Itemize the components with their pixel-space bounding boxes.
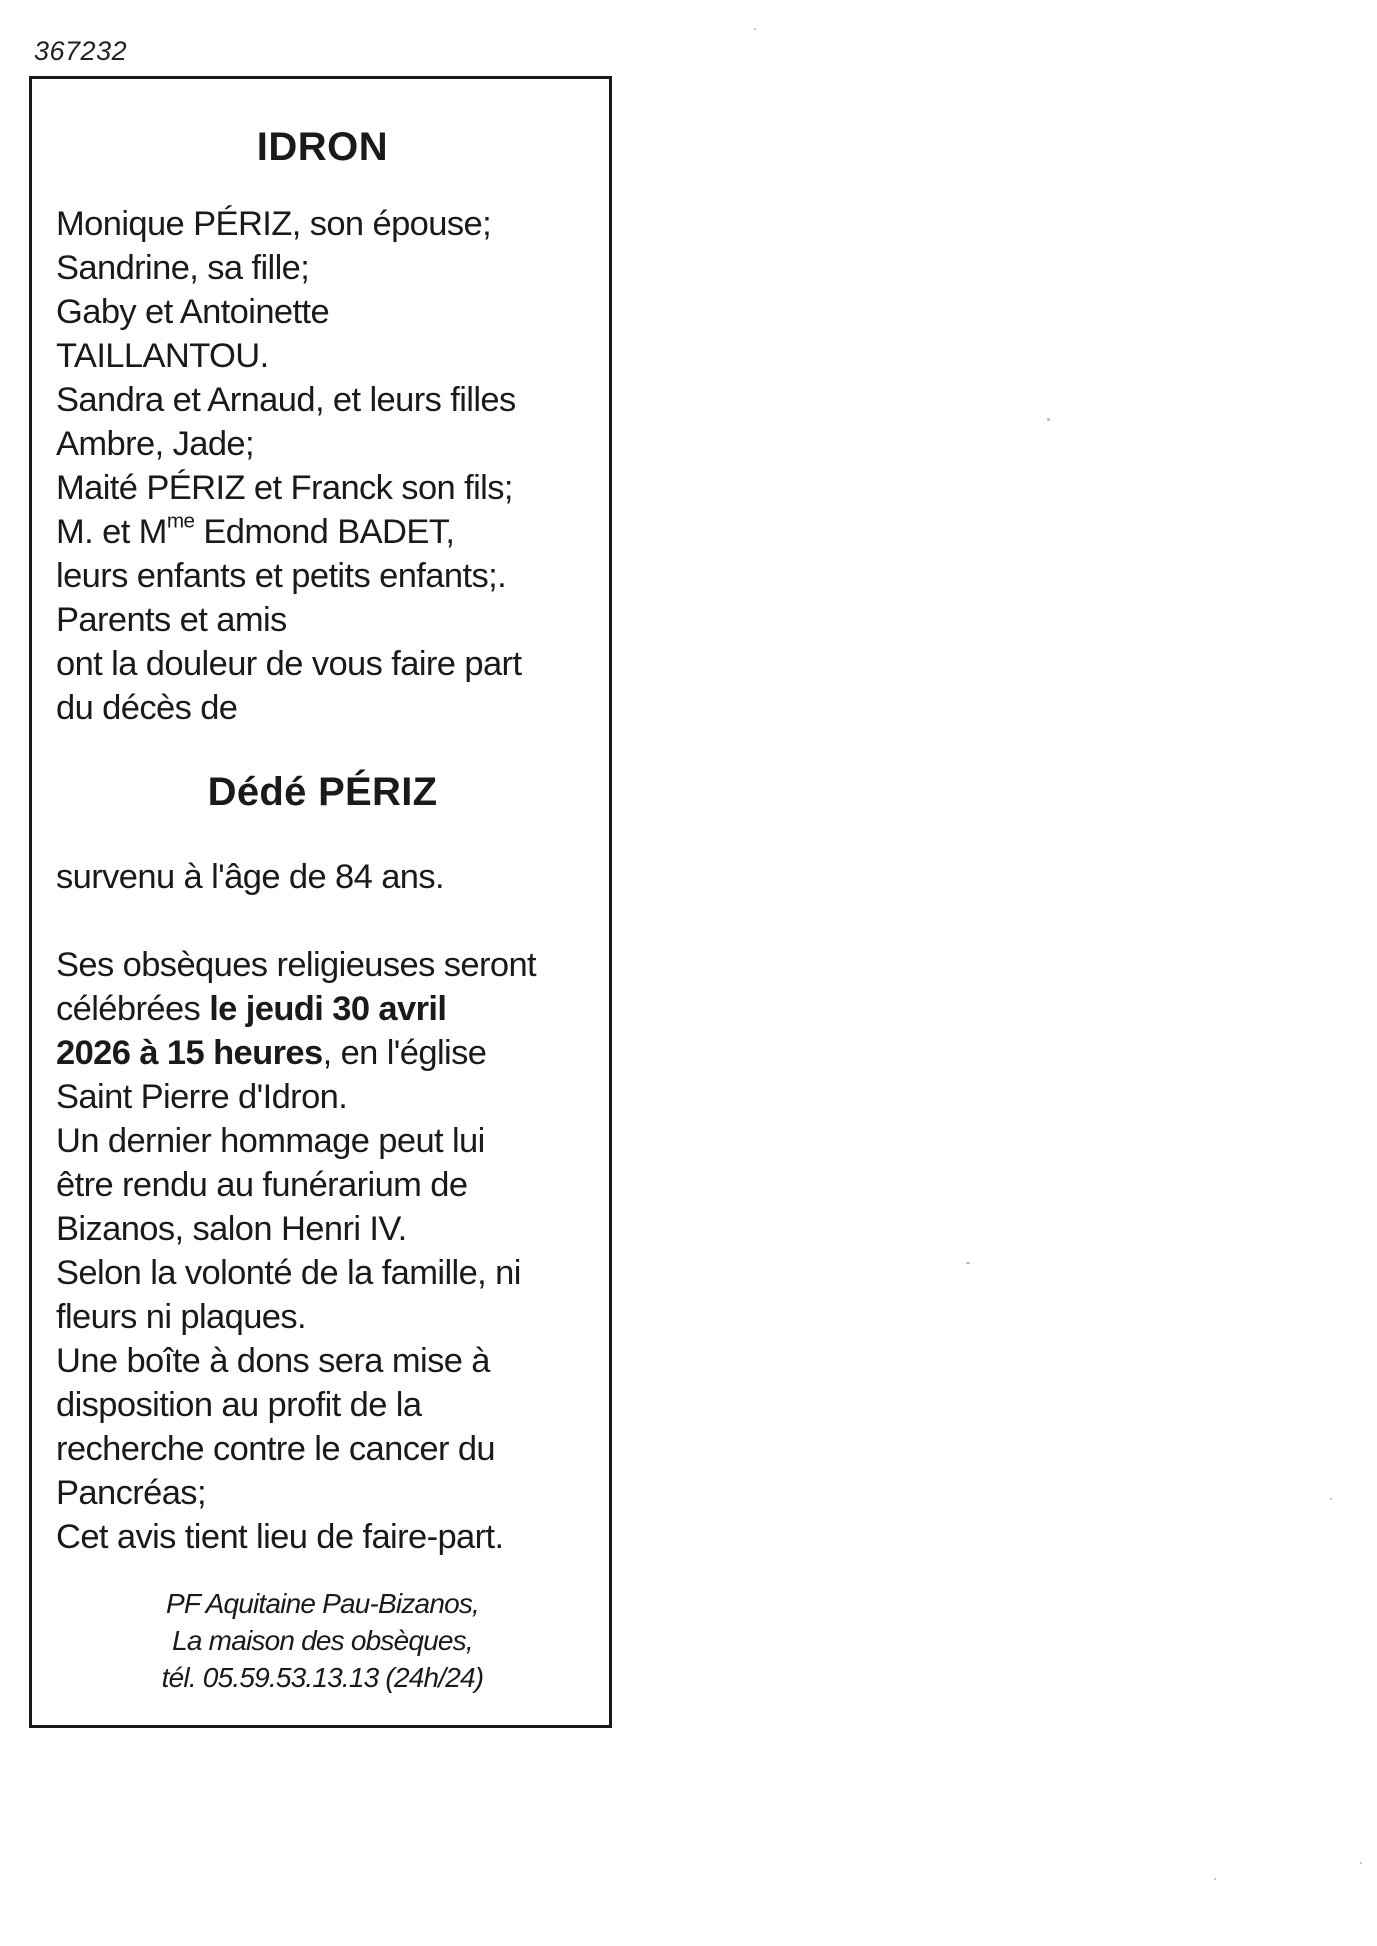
family-line: Ambre, Jade; [56,425,254,463]
family-line: TAILLANTOU. [56,337,269,375]
family-line: ont la douleur de vous faire part [56,645,522,683]
funeral-line: Un dernier hommage peut lui [56,1122,485,1160]
funeral-line-date [56,987,589,1031]
funeral-line: fleurs ni plaques. [56,1298,307,1336]
funeral-text: , en l'église [322,1034,487,1072]
agency-name: PF Aquitaine Pau-Bizanos, [165,1588,480,1619]
funeral-line: Bizanos, salon Henri IV. [56,1210,407,1248]
family-line: Sandrine, sa fille; [56,249,310,287]
funeral-text: célébrées [56,990,210,1028]
family-line: Sandra et Arnaud, et leurs filles [56,381,516,419]
obituary-notice [29,76,612,1728]
town-heading: IDRON [256,125,389,169]
family-line: Monique PÉRIZ, son épouse; [56,205,492,243]
funeral-agency [56,1585,589,1696]
funeral-details [56,943,589,1559]
family-line: leurs enfants et petits enfants;. [56,557,507,595]
agency-phone: tél. 05.59.53.13.13 (24h/24) [161,1662,484,1693]
funeral-line: être rendu au funérarium de [56,1166,468,1204]
scan-speck [1360,1862,1362,1864]
funeral-line-time [56,1031,589,1075]
funeral-line: Cet avis tient lieu de faire-part. [56,1518,504,1556]
badet-suffix: Edmond BADET, [194,513,455,551]
scan-speck [1214,1878,1216,1880]
family-line: du décès de [56,689,238,727]
funeral-line: Ses obsèques religieuses seront [56,946,537,984]
scan-speck [966,1262,970,1264]
family-line: Gaby et Antoinette [56,293,330,331]
scan-speck [1047,418,1050,421]
reference-number: 367232 [34,36,128,66]
scan-speck [1330,1498,1332,1500]
funeral-line: Selon la volonté de la famille, ni [56,1254,521,1292]
funeral-line: Pancréas; [56,1474,206,1512]
funeral-date: le jeudi 30 avril [209,990,447,1028]
funeral-line: Saint Pierre d'Idron. [56,1078,348,1116]
funeral-line: Une boîte à dons sera mise à [56,1342,490,1380]
funeral-time: 2026 à 15 heures [56,1034,323,1072]
family-line: Parents et amis [56,601,287,639]
funeral-line: disposition au profit de la [56,1386,422,1424]
deceased-name: Dédé PÉRIZ [207,770,438,814]
family-line: Maité PÉRIZ et Franck son fils; [56,469,513,507]
badet-prefix: M. et M [56,513,167,551]
age-line: survenu à l'âge de 84 ans. [56,858,445,896]
badet-superscript: me [166,509,195,533]
family-line-badet [56,510,589,554]
agency-tagline: La maison des obsèques, [172,1625,473,1656]
scan-speck [754,28,756,30]
family-announcement [56,202,589,730]
funeral-line: recherche contre le cancer du [56,1430,496,1468]
